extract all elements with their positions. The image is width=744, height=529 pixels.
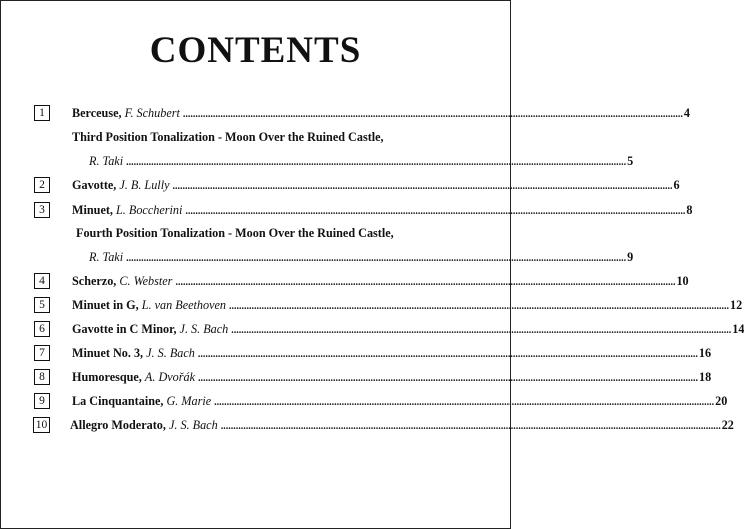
toc-entry bbox=[1, 416, 734, 434]
toc-entry bbox=[1, 201, 693, 219]
toc-heading bbox=[1, 224, 510, 242]
composer-name: A. Dvořák bbox=[144, 370, 195, 384]
piece-title: Scherzo, bbox=[72, 274, 117, 288]
page-number: 14 bbox=[732, 322, 744, 336]
composer-name: J. S. Bach bbox=[168, 418, 218, 432]
page-number: 20 bbox=[715, 394, 728, 408]
dot-leader: ........................................................................................................................................................................................................ bbox=[175, 277, 676, 288]
page-number: 10 bbox=[676, 274, 689, 288]
composer-name: L. van Beethoven bbox=[141, 298, 227, 312]
composer-name: F. Schubert bbox=[124, 106, 180, 120]
dot-leader: ........................................................................................................................................................................................................ bbox=[197, 349, 698, 360]
toc-entry bbox=[1, 392, 728, 410]
toc-entry bbox=[1, 104, 690, 122]
entry-line bbox=[72, 344, 712, 364]
composer-name: R. Taki bbox=[89, 154, 124, 168]
dot-leader: ........................................................................................................................................................................................................ bbox=[126, 253, 627, 264]
piece-title: Gavotte in C Minor, bbox=[72, 322, 177, 336]
entry-line bbox=[72, 272, 689, 292]
entry-number: 8 bbox=[34, 369, 50, 385]
entry-line bbox=[70, 416, 734, 436]
dot-leader: ........................................................................................................................................................................................................ bbox=[185, 206, 686, 217]
entry-line bbox=[72, 320, 744, 340]
page-number: 16 bbox=[698, 346, 712, 360]
composer-name: J. B. Lully bbox=[119, 178, 170, 192]
page-title: CONTENTS bbox=[149, 30, 362, 71]
piece-title: La Cinquantaine, bbox=[72, 394, 164, 408]
entry-number: 10 bbox=[33, 417, 50, 433]
page-number: 9 bbox=[627, 250, 634, 264]
piece-title: Minuet, bbox=[72, 203, 113, 217]
page-number: 4 bbox=[683, 106, 690, 120]
dot-leader: ........................................................................................................................................................................................................ bbox=[126, 157, 627, 168]
dot-leader: ........................................................................................................................................................................................................ bbox=[229, 301, 730, 312]
piece-title: Humoresque, bbox=[72, 370, 142, 384]
entry-line bbox=[72, 201, 693, 221]
toc-heading bbox=[1, 128, 510, 146]
toc-entry bbox=[1, 152, 634, 170]
composer-name: J. S. Bach bbox=[179, 322, 229, 336]
piece-title: Minuet in G, bbox=[72, 298, 139, 312]
entry-number: 2 bbox=[34, 177, 50, 193]
entry-number: 7 bbox=[34, 345, 50, 361]
entry-line bbox=[72, 368, 712, 388]
dot-leader: ........................................................................................................................................................................................................ bbox=[182, 109, 683, 120]
toc-entry bbox=[1, 368, 712, 386]
entry-number: 6 bbox=[34, 321, 50, 337]
entry-number: 1 bbox=[34, 105, 50, 121]
dot-leader: ........................................................................................................................................................................................................ bbox=[220, 421, 721, 432]
entry-line bbox=[72, 392, 728, 412]
page-number: 22 bbox=[721, 418, 734, 432]
entry-number: 5 bbox=[34, 297, 50, 313]
composer-name: C. Webster bbox=[119, 274, 173, 288]
piece-title: Gavotte, bbox=[72, 178, 117, 192]
composer-name: L. Boccherini bbox=[116, 203, 183, 217]
piece-title: Minuet No. 3, bbox=[72, 346, 144, 360]
entry-line bbox=[89, 248, 634, 268]
section-heading: Fourth Position Tonalization - Moon Over the Ruined Castle, bbox=[76, 226, 394, 240]
entry-line bbox=[72, 176, 680, 196]
entry-number: 4 bbox=[34, 273, 50, 289]
toc-entry bbox=[1, 248, 634, 266]
entry-line bbox=[89, 152, 634, 172]
toc-entry bbox=[1, 320, 744, 338]
page-number: 18 bbox=[699, 370, 712, 384]
composer-name: R. Taki bbox=[89, 250, 124, 264]
composer-name: J. S. Bach bbox=[146, 346, 195, 360]
entry-line bbox=[72, 104, 690, 124]
dot-leader: ........................................................................................................................................................................................................ bbox=[172, 181, 673, 192]
toc-entry bbox=[1, 272, 689, 290]
entry-number: 9 bbox=[34, 393, 50, 409]
page-number: 8 bbox=[686, 203, 693, 217]
page-number: 6 bbox=[673, 178, 680, 192]
composer-name: G. Marie bbox=[166, 394, 212, 408]
entry-line bbox=[72, 296, 743, 316]
dot-leader: ........................................................................................................................................................................................................ bbox=[231, 325, 732, 336]
dot-leader: ........................................................................................................................................................................................................ bbox=[214, 397, 715, 408]
toc-entry bbox=[1, 176, 680, 194]
section-heading: Third Position Tonalization - Moon Over the Ruined Castle, bbox=[72, 130, 384, 144]
piece-title: Berceuse, bbox=[72, 106, 122, 120]
entry-number: 3 bbox=[34, 202, 50, 218]
page-number: 12 bbox=[730, 298, 743, 312]
toc-entry bbox=[1, 344, 712, 362]
toc-entry bbox=[1, 296, 743, 314]
page-number: 5 bbox=[627, 154, 634, 168]
piece-title: Allegro Moderato, bbox=[70, 418, 166, 432]
dot-leader: ........................................................................................................................................................................................................ bbox=[198, 373, 698, 384]
